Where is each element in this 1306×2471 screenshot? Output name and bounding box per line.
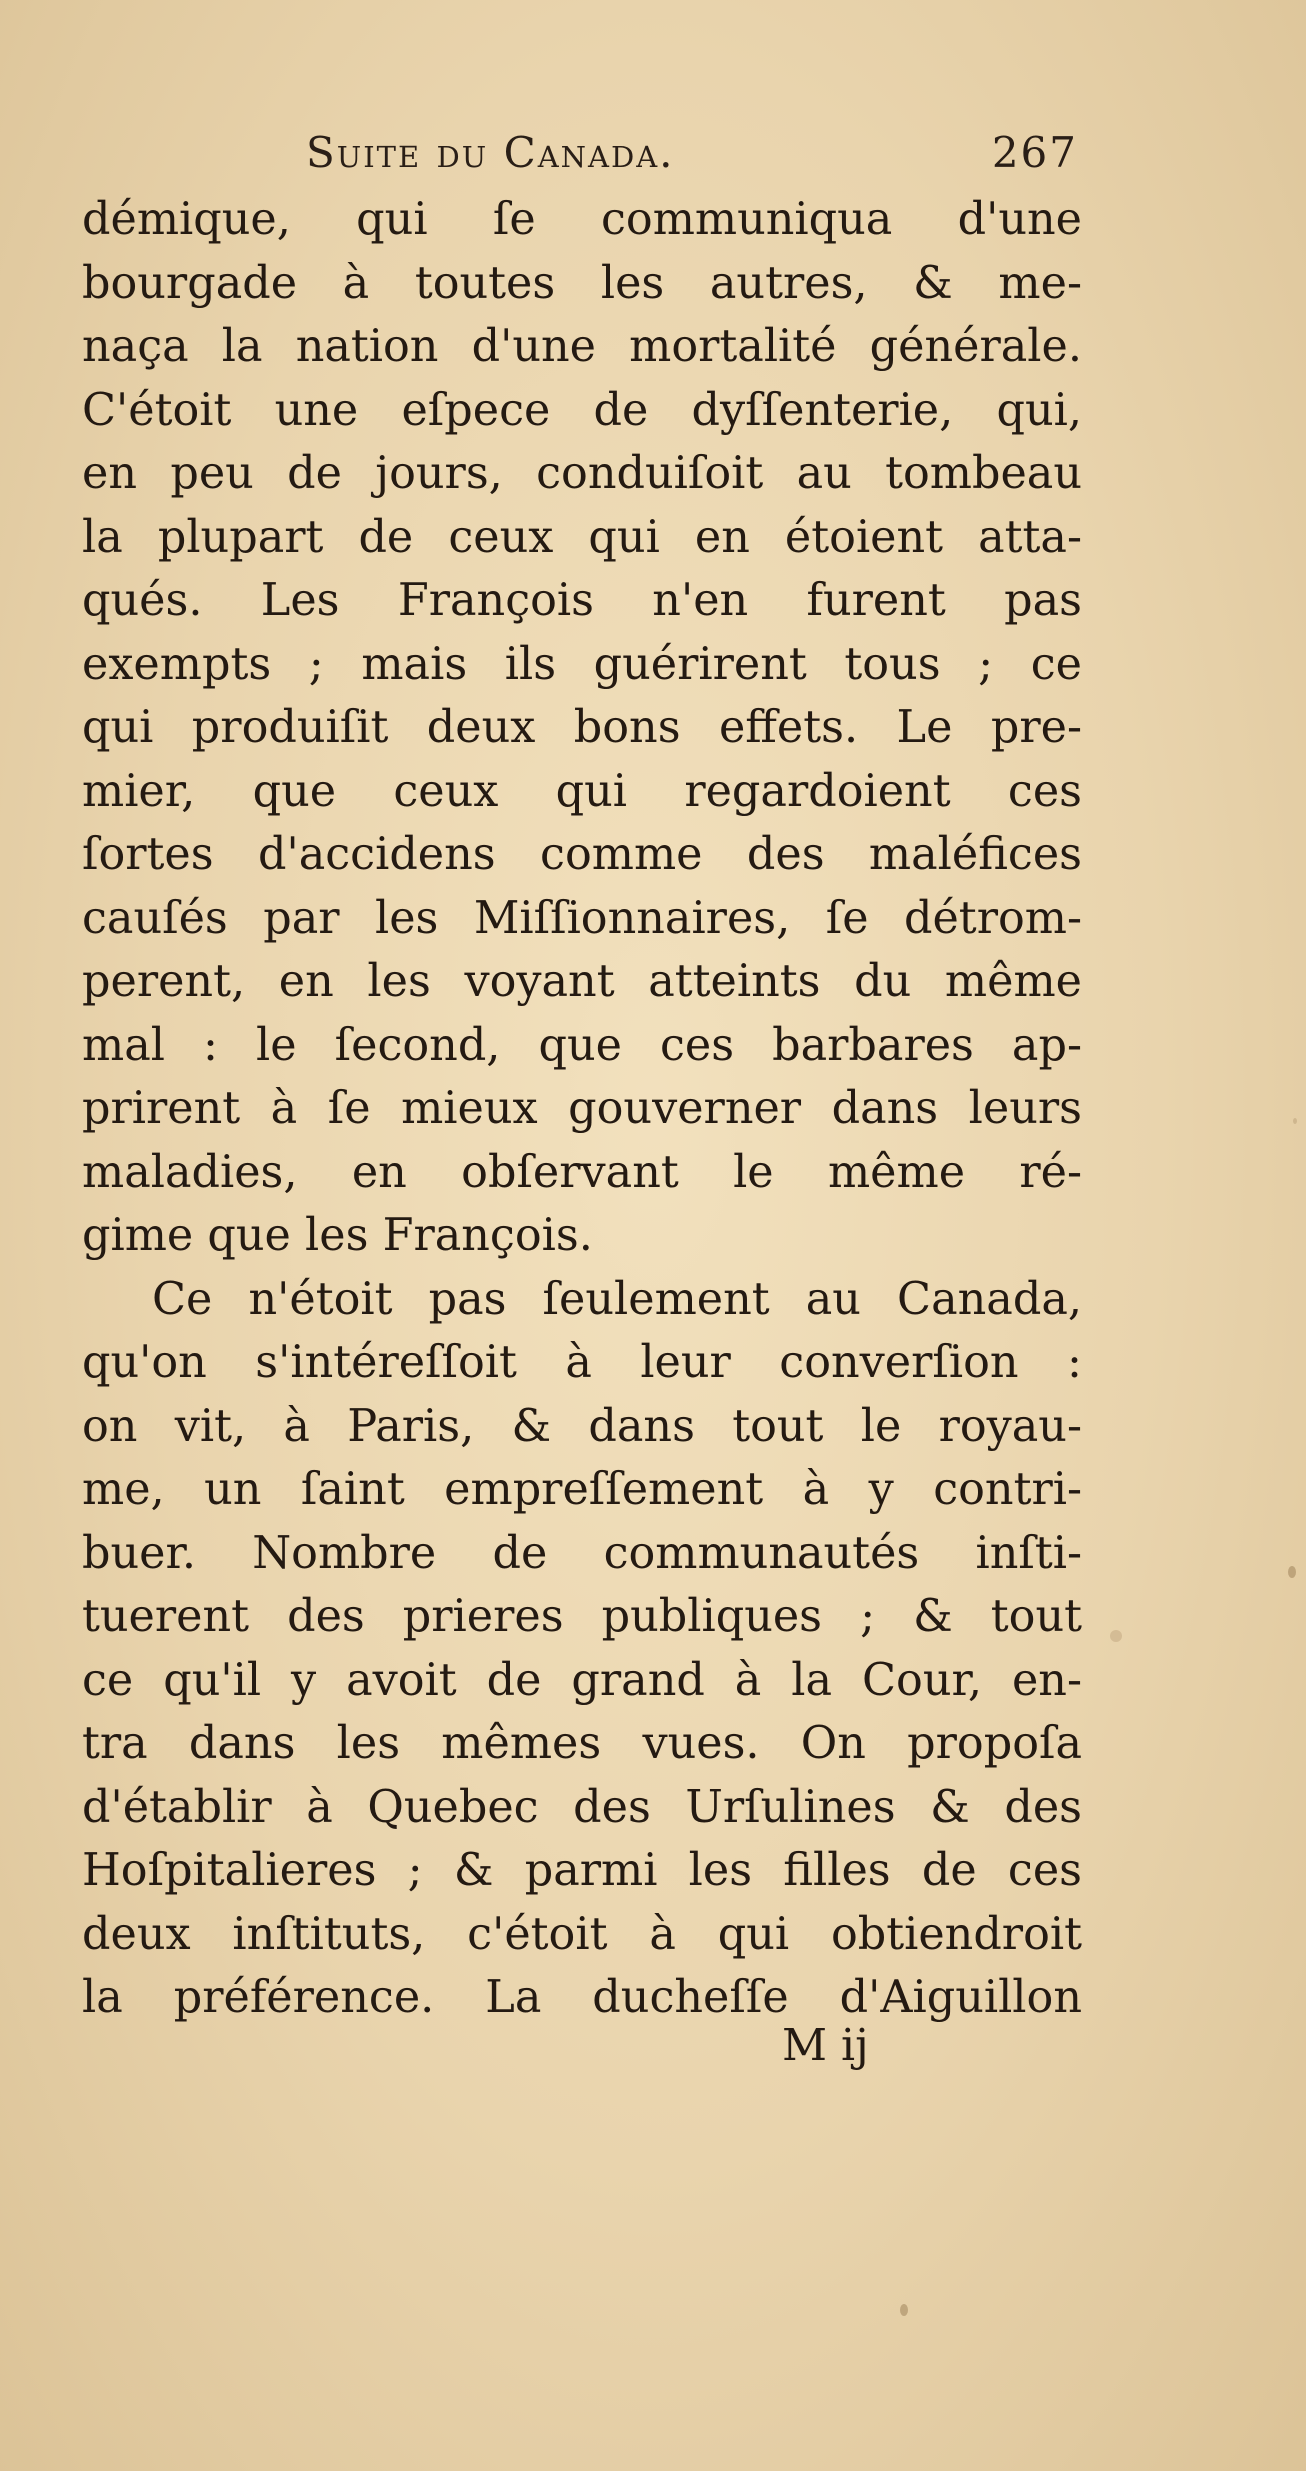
text-line: qués. Les François n'en furent pas — [82, 575, 1082, 626]
text-line: Ce n'étoit pas ſeulement au Canada, — [152, 1273, 1082, 1325]
running-head — [306, 128, 1086, 188]
page-number: 267 — [991, 128, 1078, 177]
text-line: en peu de jours, conduiſoit au tombeau — [82, 448, 1082, 499]
text-line: tra dans les mêmes vues. On propoſa — [82, 1718, 1082, 1769]
text-line: buer. Nombre de communautés inſti- — [82, 1527, 1082, 1579]
text-line: d'établir à Quebec des Urſulines & des — [82, 1781, 1082, 1833]
text-line: mier, que ceux qui regardoient ces — [82, 765, 1082, 817]
text-line: gime que les François. — [82, 1210, 593, 1261]
text-line: ce qu'il y avoit de grand à la Cour, en- — [82, 1654, 1082, 1706]
paper-spot — [1293, 1118, 1297, 1124]
text-line: mal : le ſecond, que ces barbares ap- — [82, 1019, 1082, 1071]
text-line: tuerent des prieres publiques ; & tout — [82, 1591, 1082, 1642]
text-line: deux inſtituts, c'étoit à qui obtiendroit — [82, 1908, 1082, 1960]
text-line: cauſés par les Miſſionnaires, ſe détrom- — [82, 892, 1082, 944]
text-line: me, un ſaint empreſſement à y contri- — [82, 1464, 1082, 1515]
text-line: perent, en les voyant atteints du même — [82, 956, 1082, 1007]
text-line: Hoſpitalieres ; & parmi les filles de ces — [82, 1845, 1082, 1896]
text-line: la plupart de ceux qui en étoient atta- — [82, 511, 1082, 563]
body-text — [82, 188, 1082, 2030]
paper-spot — [1110, 1630, 1122, 1642]
text-line: bourgade à toutes les autres, & me- — [82, 257, 1082, 309]
signature-mark: M ij — [782, 2020, 869, 2071]
running-title: Suite du Canada. — [306, 128, 675, 177]
text-line: exempts ; mais ils guérirent tous ; ce — [82, 638, 1082, 690]
paper-spot — [1288, 1566, 1296, 1578]
text-line: maladies, en obſervant le même ré- — [82, 1146, 1082, 1198]
text-line: prirent à ſe mieux gouverner dans leurs — [82, 1083, 1082, 1134]
text-line: ſortes d'accidens comme des maléfices — [82, 829, 1082, 880]
paper-spot — [900, 2304, 908, 2316]
text-line: démique, qui ſe communiqua d'une — [82, 194, 1082, 245]
text-line: C'étoit une eſpece de dyſſenterie, qui, — [82, 384, 1082, 436]
text-line: la préférence. La ducheſſe d'Aiguillon — [82, 1972, 1082, 2023]
text-line: qui produiſit deux bons effets. Le pre- — [82, 702, 1082, 753]
text-line: naça la nation d'une mortalité générale. — [82, 321, 1082, 372]
text-line: on vit, à Paris, & dans tout le royau- — [82, 1400, 1082, 1452]
text-line: qu'on s'intéreſſoit à leur converſion : — [82, 1337, 1082, 1388]
